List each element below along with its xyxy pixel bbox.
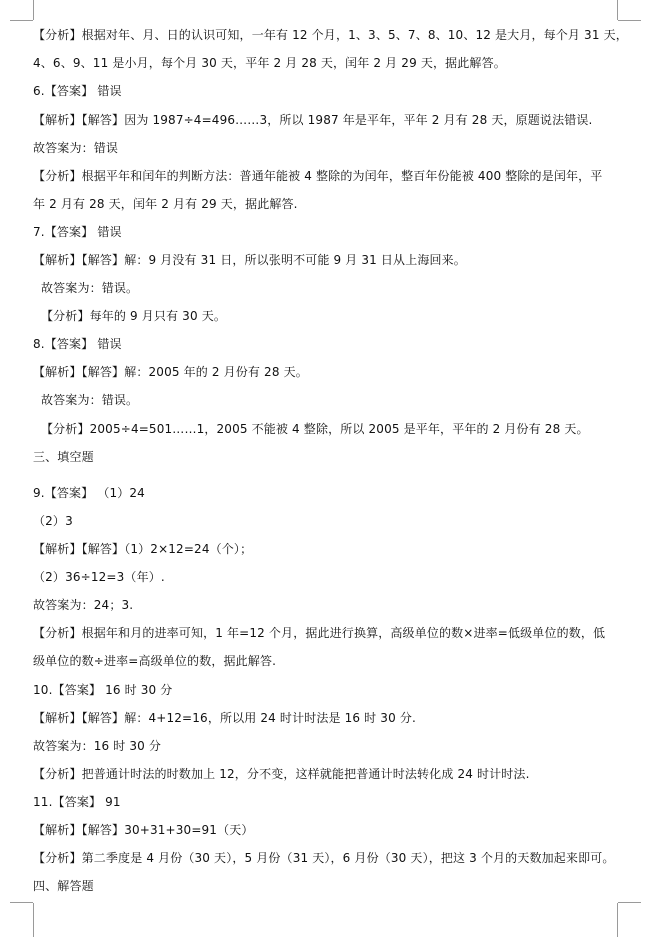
crop-mark-top-left	[33, 0, 44, 20]
solution-11: 【解析】【解答】30+31+30=91（天）	[33, 823, 254, 837]
solution-8: 【解析】【解答】解：2005 年的 2 月份有 28 天。	[33, 365, 308, 379]
answer-6-heading: 6.【答案】 错误	[33, 84, 122, 98]
solution-10: 【解析】【解答】解：4+12=16，所以用 24 时计时法是 16 时 30 分.	[33, 711, 416, 725]
answer-9-part2: （2）3	[33, 514, 73, 528]
crop-mark-bottom-right-h	[618, 902, 641, 903]
answer-11-heading: 11.【答案】 91	[33, 795, 121, 809]
analysis-9b: 级单位的数÷进率=高级单位的数，据此解答.	[33, 654, 277, 668]
solution-9b: （2）36÷12=3（年）.	[33, 570, 165, 584]
crop-mark-top-right	[607, 0, 618, 20]
crop-mark-bottom-right	[607, 903, 618, 937]
answer-7-heading: 7.【答案】 错误	[33, 225, 122, 239]
crop-mark-top-right-h	[618, 20, 641, 21]
answer-9-heading: 9.【答案】 （1）24	[33, 486, 145, 500]
analysis-7: 【分析】每年的 9 月只有 30 天。	[41, 309, 227, 323]
section-fill-in-heading: 三、填空题	[33, 450, 94, 464]
crop-mark-top-left-h	[10, 20, 33, 21]
analysis-9a: 【分析】根据年和月的进率可知，1 年=12 个月，据此进行换算，高级单位的数×进率=低级单位的数，低	[33, 626, 606, 640]
analysis-10: 【分析】把普通计时法的时数加上 12，分不变，这样就能把普通计时法转化成 24 时计时法.	[33, 767, 530, 781]
analysis-11: 【分析】第二季度是 4 月份（30 天），5 月份（31 天），6 月份（30 天），把这 3 个月的天数加起来即可。	[33, 851, 615, 865]
crop-mark-bottom-left-h	[10, 902, 33, 903]
conclusion-8: 故答案为：错误。	[41, 393, 139, 407]
conclusion-10: 故答案为：16 时 30 分	[33, 739, 162, 753]
crop-mark-bottom-left	[33, 903, 44, 937]
analysis-6a: 【分析】根据平年和闰年的判断方法：普通年能被 4 整除的为闰年，整百年份能被 400 整除的是闰年，平	[33, 169, 603, 183]
analysis-line-5a: 【分析】根据对年、月、日的认识可知，一年有 12 个月，1、3、5、7、8、10、12 是大月，每个月 31 天，	[33, 28, 628, 42]
answer-8-heading: 8.【答案】 错误	[33, 337, 122, 351]
solution-7: 【解析】【解答】解：9 月没有 31 日，所以张明不可能 9 月 31 日从上海回来。	[33, 253, 466, 267]
analysis-8: 【分析】2005÷4=501……1，2005 不能被 4 整除，所以 2005 是平年，平年的 2 月份有 28 天。	[41, 422, 589, 436]
conclusion-9: 故答案为：24；3.	[33, 598, 134, 612]
solution-9a: 【解析】【解答】（1）2×12=24（个）；	[33, 542, 253, 556]
analysis-6b: 年 2 月有 28 天，闰年 2 月有 29 天，据此解答.	[33, 197, 298, 211]
answer-10-heading: 10.【答案】 16 时 30 分	[33, 683, 173, 697]
section-answer-heading: 四、解答题	[33, 879, 94, 893]
solution-6: 【解析】【解答】因为 1987÷4=496……3，所以 1987 年是平年，平年 2 月有 28 天，原题说法错误.	[33, 113, 593, 127]
conclusion-6: 故答案为：错误	[33, 141, 119, 155]
analysis-line-5b: 4、6、9、11 是小月，每个月 30 天，平年 2 月 28 天，闰年 2 月 29 天，据此解答。	[33, 56, 506, 70]
conclusion-7: 故答案为：错误。	[41, 281, 139, 295]
